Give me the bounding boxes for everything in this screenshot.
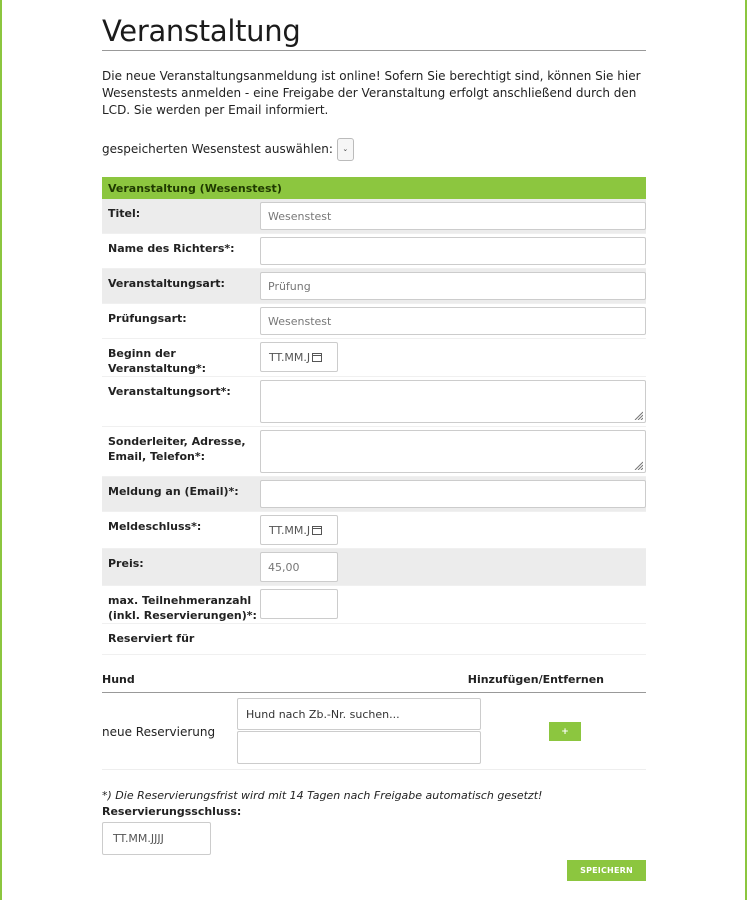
dog-result-box[interactable]	[237, 731, 481, 764]
titel-input[interactable]: Wesenstest	[260, 202, 646, 230]
row-meldung	[102, 477, 646, 512]
beginn-date-placeholder: TT.MM.J	[269, 350, 311, 364]
dog-search-input[interactable]: Hund nach Zb.-Nr. suchen...	[237, 698, 481, 730]
col-action: Hinzufügen/Entfernen	[467, 673, 604, 686]
beginn-label: Beginn der Veranstaltung*:	[102, 339, 260, 377]
preis-input[interactable]: 45,00	[260, 552, 338, 582]
pruefungsart-label: Prüfungsart:	[102, 304, 260, 339]
row-titel	[102, 199, 646, 234]
meldeschluss-date-input[interactable]	[260, 515, 338, 545]
resize-grip-icon[interactable]	[633, 460, 643, 470]
richter-input[interactable]	[260, 237, 646, 265]
reservation-note: *) Die Reservierungsfrist wird mit 14 Tagen nach Freigabe automatisch gesetzt!	[102, 789, 543, 802]
left-border	[0, 0, 2, 900]
pruefungsart-input[interactable]: Wesenstest	[260, 307, 646, 335]
reservation-header	[102, 673, 646, 693]
meldeschluss-label: Meldeschluss*:	[102, 512, 260, 549]
row-beginn	[102, 339, 646, 377]
row-sonderleiter	[102, 427, 646, 477]
ort-label: Veranstaltungsort*:	[102, 377, 260, 427]
chevron-down-icon: ⌄	[342, 145, 349, 153]
row-pruefungsart	[102, 304, 646, 339]
saved-test-select[interactable]	[337, 138, 354, 161]
event-form	[102, 177, 646, 655]
richter-label: Name des Richters*:	[102, 234, 260, 269]
intro-text: Die neue Veranstaltungsanmeldung ist online! Sofern Sie berechtigt sind, können Sie hier Wesenstests anmelden - eine Freigabe der Veranstaltung erfolgt anschließend durch den LCD. Sie werden per Email informiert.	[102, 69, 641, 117]
preis-label: Preis:	[102, 549, 260, 586]
page-title: Veranstaltung	[102, 14, 301, 48]
art-input[interactable]: Prüfung	[260, 272, 646, 300]
save-button[interactable]: SPEICHERN	[567, 860, 646, 881]
meldeschluss-date-placeholder: TT.MM.J	[269, 523, 311, 537]
saved-test-select-row	[102, 137, 646, 161]
teilnehmer-input[interactable]	[260, 589, 338, 619]
row-teilnehmer	[102, 586, 646, 624]
deadline-date-input[interactable]: TT.MM.JJJJ	[102, 822, 211, 855]
saved-test-label: gespeicherten Wesenstest auswählen:	[102, 142, 333, 156]
titel-label: Titel:	[102, 199, 260, 234]
form-header: Veranstaltung (Wesenstest)	[102, 177, 646, 199]
reserviert-label: Reserviert für	[102, 624, 260, 655]
row-preis	[102, 549, 646, 586]
meldung-input[interactable]	[260, 480, 646, 508]
new-reservation-label: neue Reservierung	[102, 725, 216, 739]
deadline-label: Reservierungsschluss:	[102, 805, 242, 818]
beginn-date-input[interactable]	[260, 342, 338, 372]
art-label: Veranstaltungsart:	[102, 269, 260, 304]
teilnehmer-label: max. Teilnehmeranzahl (inkl. Reservierungen)*:	[102, 586, 260, 624]
title-divider	[102, 50, 646, 51]
resize-grip-icon[interactable]	[633, 410, 643, 420]
row-reserviert	[102, 624, 646, 655]
row-art	[102, 269, 646, 304]
row-ort	[102, 377, 646, 427]
calendar-icon[interactable]	[312, 352, 322, 362]
row-richter	[102, 234, 646, 269]
sonderleiter-textarea[interactable]	[260, 430, 646, 473]
add-reservation-button[interactable]: +	[549, 722, 581, 741]
new-reservation-row	[102, 693, 646, 770]
ort-textarea[interactable]	[260, 380, 646, 423]
row-meldeschluss	[102, 512, 646, 549]
calendar-icon[interactable]	[312, 525, 322, 535]
sonderleiter-label: Sonderleiter, Adresse, Email, Telefon*:	[102, 427, 260, 477]
content	[102, 0, 646, 855]
meldung-label: Meldung an (Email)*:	[102, 477, 260, 512]
col-hund: Hund	[102, 673, 135, 686]
